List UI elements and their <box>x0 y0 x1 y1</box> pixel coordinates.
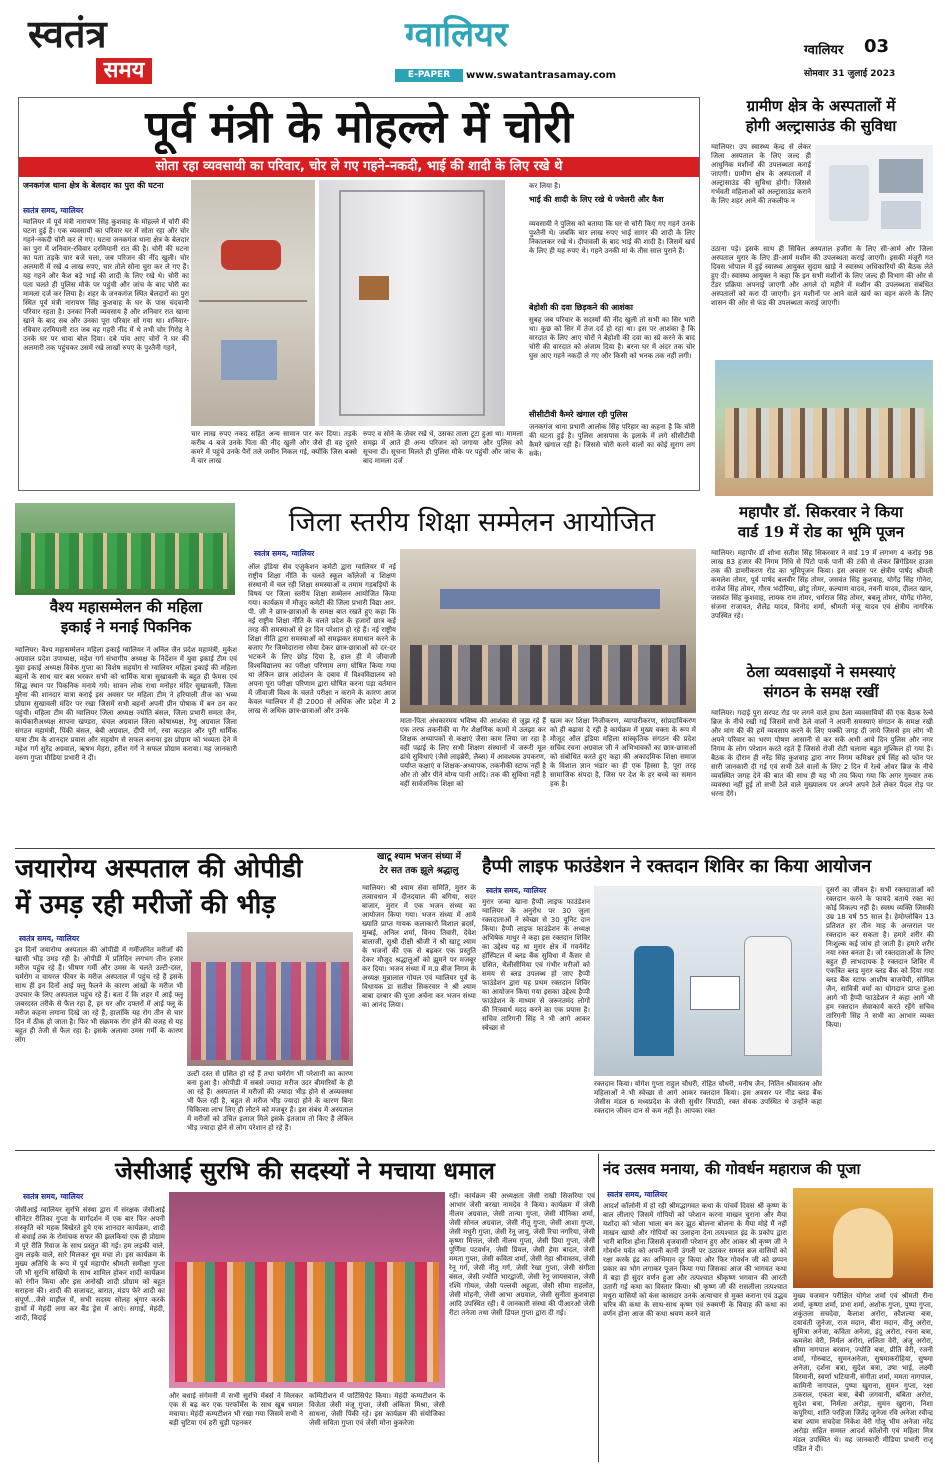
blood-col1: मुरार जन्वा खाना हैप्पी लाइफ फाउंडेशन ग्वालियर के अनुरोध पर 30 जुला रक्तदाताओं ने स्वेच्छा से 30 यूनिट दान किया। हैप्पी लाइफ फाउंडेशन के अध्यक्ष अभिषेक माथुर ने कहा इस रक्तदान शिविर का उद्देश्य यह था मुरार क्षेत्र में गवर्नमेंट हॉस्पिटल में ब्लड बैंक सुविधा में कैंसर से ग्रसित, थैलीसीमिया एवं गंभीर मरीजों को समय से ब्लड उपलब्ध हो जाए हैप्पी फाउंडेशन द्वारा यह प्रथम रक्तदान शिविर का आयोजन किया गया इसका उद्देश्य हैप्पी फाउंडेशन के माध्यम से जरूरतमंद लोगों की निःस्वार्थ मदद करने का एक प्रयास है। सचिव तारिगनी सिंह ने भी आगे आकर स्वेच्छा से <box>482 898 590 1032</box>
nand-col1: आदर्श कॉलोनी में हो रही श्रीमद्भागवत कथा के पांचवें दिवस श्री कृष्ण के बाल लीलाएं जिसमें गोपियों को परेशान करना माखन चुराना और मैया यशोदा को भोला भाला बन कर झूठ बोलना बोलना के मैया मोहे मैं नहीं माखन खायो और गोपियों का उलाहना देना तत्पश्चात इंद्र के प्रकोप द्वारा भारी बारिश होना जिससे वृजवासी परेशान हुए और आकर श्री कृष्ण जी ने गोवर्धन पर्वत को अपनी कानी उंगली पर उठाकर समस्त ब्रज वासियों को रक्षा करके इंद्र का अभिमान दूर किया और फिर गोवर्धन जी को छप्पन प्रकार का भोग लगाकर पूजन किया गया जिसका आज की भागवत कथा में बड़ा ही सुंदर वर्णन हुआ और तत्पश्चात श्रीकृष्ण भगवान की आरती उतारी गई कथा का विस्तार किया। श्री कृष्ण जी की रासलीला तत्पश्चात मथुरा वासियों को कंस कासदार उनके अत्याचार से मुक्त कराना एवं उद्धव चरित्र की कथा के साथ-साथ कृष्ण एवं रुक्मणी के विवाह की कथा का वर्णन होना आज की कथा श्रवण करने वाले <box>603 1202 787 1318</box>
website-link[interactable]: www.swatantrasamay.com <box>466 70 617 81</box>
lead-caption-right: रुपए व सोने के जेवर रखे थे, उसका ताला टूटा हुआ था। मामला समझ में आते ही अन्य परिजन को जगाया और पुलिस को सूचना दी। सूचना मिलते ही पुलिस मौके पर पहुंची और जांच के बाद मामला दर्ज <box>363 430 523 465</box>
bhajan-story <box>360 852 478 1146</box>
lead-col3-b: सुबह जब परिवार के सदस्यों की नींद खुली तो सभी का सिर भारी था। कुछ को सिर में तेज दर्द हो रहा था। इस पर आशंका है कि वारदात के लिए आए चोरों ने बेहोशी की दवा का स्प्रे करने के बाद चोरी की वारदात को अंजाम दिया है। बरना घर में अंदर तक चोर घुस आए गहने नकदी ले गए और किसी को भनक तक नहीं लगी। <box>529 316 695 360</box>
opd-headline-1: जयारोग्य अस्पताल की ओपीडी <box>15 854 303 884</box>
blood-col3: दूसरों का जीवन है। सभी रक्तदाताओं को रक्तदान करने के फायदे बताये रक्त का कोई विकल्प नहीं है। स्वस्थ व्यक्ति जिसकी उम्र 18 वर्ष 55 साल है। हेमोग्लोबिन 13 प्रतिशत हर तीन माह के अन्तराल पर रक्तदान कर सकता है। हमारे शरीर की निःशुल्क कई जांच हो जाती है। हमारे शरीर नया रक्त बनता है। जो रक्तदाताओं के लिए बहुत ही लाभदायक है रक्तदान शिविर में एकत्रित ब्लड मुरार ब्लड बैंक को दिया गया ब्लड बैंक स्टाफ आशीष बाजपेयी, सोमिल जैन, सावित्री वर्मा का योगदान प्राप्त हुआ आगे भी हैप्पी फाउंडेशन ने कहा आगे भी हम रक्तदान सेवाकार्य करते रहेंगे सचिव तारिगनी सिंह ने सभी का आभार व्यक्त किया। <box>826 886 934 1029</box>
lead-photo-cupboard <box>191 180 315 426</box>
nand-byline: स्वतंत्र समय, ग्वालियर <box>607 1190 668 1199</box>
thela-story <box>707 663 935 843</box>
lead-sub1: भाई की शादी के लिए रखे थे ज्वेलरी और कैश <box>529 195 664 204</box>
bhajan-headline-2: टेर सत तक झूले श्रद्धालु <box>379 866 459 876</box>
jci-col1: जेसीआई ग्वालियर सुरभि संस्था द्वारा में संरक्षक जेसीआई सीनेटर रीतिका गुप्ता के मार्गदर्शन में एक बार फिर अपनी संस्कृति को महक बिखेरते हुये एक शानदार कार्यक्रम, शादी से बधाई तक के रोमांचक सफर की झलकियां एक ही प्रोग्राम में पूरे रीति रिवाज के साथ प्रस्तुत की गई। हम लड़की वाले, तुम लड़के वाले, सारे मिलकर धूम मचा ले। इस कार्यक्रम के मुख्य अतिथि के रूप में पूर्व महापौर श्रीमती समीक्षा गुप्ता जी भी सुरभि सखियों के साथ शामिल होकर शादी कार्यक्रम को रंगीन किया और इस अनोखी शादी प्रोग्राम को बहुत सराहना की। शादी की सजावट, बारात, मंडप फेरे शादी का संपूर्ण...जैसे माहौल में, सभी सदस्य सोलह श्रृंगार करके हाथों में मेहंदी लगा कर बैंड ड्रेस में आएं। सगाई, मेहंदी, शादी, विदाई <box>15 1206 165 1322</box>
vaishya-photo-group <box>15 503 235 595</box>
hospital-story <box>707 97 935 347</box>
vaishya-headline-1: वैश्य महासम्मेलन की महिला <box>49 598 203 616</box>
opd-col2: उल्टी दस्त से ग्रसित हो रहे हैं तथा चर्मरोग भी परेशानी का कारण बना हुआ है। ओपीडी में सबसे ज्यादा मरीज उदर बीमारियों के ही आ रहे हैं। अस्पताल में मरीजों की ज्यादा भीड़ होने से अव्यवस्था भी फैल रही है, बहुत से मरीज भीड़ ज्यादा होने के कारण बिना चिकित्सा लाभ लिए ही लौटने को मजबूर हैं। इस संबंध में अस्पताल में मरीजों को उचित इलाज मिले इसके इंतजाम तो किए हैं लेकिन भीड़ ज्यादा होने से लोग परेशान हो रहे हैं। <box>187 1070 353 1132</box>
nand-story <box>603 1154 935 1462</box>
lead-sub2: बेहोशी की दवा छिड़कने की आशंका <box>529 303 633 312</box>
ward-text: ग्वालियर। महापौर डॉ शोभा सतीश सिंह सिकरवार ने वार्ड 19 में लगभग 4 करोड़ 98 लाख 83 हजार की निगम निधि से पिंटो पार्क पानी की टंकी से लेकर ब्रिगेडियर हाउस तक की डामरीकरण रोड का भूमिपूजन किया। इस अवसर पर क्षेत्रीय पार्षद श्रीमती कमलेश तोमर, पूर्व पार्षद बलवीर सिंह तोमर, जसवंत सिंह कुशवाह, योगेंद्र सिंह गोनेरा, राजेश सिंह तोमर, गौरव भदौरिया, छोटू तोमर, कल्याण यादव, नवनी यादव, दीलत खान, जसवंत सिंह कुशवाह, लायक राम तोमर, धर्मराज सिंह तोमर, बबलू तोमर, योगेंद्र गोनेरा, संजना राजावत, शैलेंद्र यादव, विनोद शर्मा, श्रीमती मंजू यादव एवं क्षेत्रीय नागरिक उपस्थित रहे। <box>711 549 933 620</box>
jci-caption-a: और बधाई संगेमनी में सभी सुरभि मेंबर्स ने मिलकर एक से बढ़ कर एक परफॉर्मेंस के साथ खूब धमाल मचाया। मेहंदी कम्पटीशन भी रखा गया जिसमें सभी ने बड़ी चुटिया एवं हरी चुड़ी पहनकर <box>169 1392 303 1427</box>
opd-story <box>15 852 355 1146</box>
divider <box>15 848 935 849</box>
blood-headline: हैप्पी लाइफ फाउंडेशन ने रक्तदान शिविर का किया आयोजन <box>482 856 872 877</box>
lead-col3-c: जनकगंज थाना प्रभारी आलोक सिंह परिहार का कहना है कि चोरी की घटना हुई है। पुलिस आसपास के इलाके में लगे सीसीटीवी कैमरे खंगाल रही है। जिससे चोरी करने वालों का कोई सुराग लग सके। <box>529 423 695 458</box>
opd-col1: इन दिनों जयारोग्य अस्पताल की ओपीडी में गर्मीजनित मरीजों की खासी भीड़ उमड़ रही है। ओपीडी में प्रतिदिन लगभग तीन हजार मरीज पहुंच रहे हैं। भीषण गर्मी और उमस के चलते उल्टी-दस्त, चर्मरोग व वायरल फीवर के मरीज अस्पताल में पहुंच रहे हैं इसके साथ ही इन दिनों आई फ्लू फैलने के कारण आंखों के मरीज भी उपचार के लिए अस्पताल पहुंच रहे हैं। बता दें कि शहर में आई फ्लू जबरदस्त तरीके से फैल रहा है, हर घर और दफ्तरों में आई फ्लू के मरीज कहना लगाना दिखे जा रहे हैं, हालांकि यह रोग तीन से चार दिन में ठीक हो जाता है। फिर भी संक्रमक रोग होने की वजह से यह बहुत ही तेजी से फैल रहा है। इसके अलावा उमस गर्मी के कारण लोग <box>15 946 183 1044</box>
hospital-photo-machine <box>815 145 933 241</box>
edition-date: सोमवार 31 जुलाई 2023 <box>804 69 896 79</box>
page-number: 03 <box>864 36 890 57</box>
lead-headline: पूर्व मंत्री के मोहल्ले में चोरी <box>145 102 573 153</box>
ward-headline-2: वार्ड 19 में रोड का भूमि पूजन <box>737 523 905 541</box>
lead-caption-left: चार लाख रुपए नकद सहित अन्य सामान पार कर दिया। तड़के करीब 4 बजे उनके पिता की नींद खुली और जैसे ही वह दूसरे कमरे में पहुंचे उनके पैरों तले जमीन निकल गई, क्योंकि जिस बक्से में चार लाख <box>191 430 357 465</box>
lead-story <box>18 97 700 491</box>
lead-col3-a: व्यवसायी ने पुलिस को बताया कि घर से चोरी किए गए गहने उनके पुश्तैनी थे। जबकि चार लाख रुपए भाई सागर की शादी के लिए निकालकर रखे थे। दीपावली के बाद भाई की शादी है। जिसमें खर्च के लिए ही यह रुपए थे। गहने उनकी मां के तीस साल पुराने हैं। <box>529 220 695 255</box>
bhajan-headline-1: खाटू श्याम भजन संध्या में <box>377 852 461 862</box>
jci-headline: जेसीआई सुरभि की सदस्यों ने मचाया धमाल <box>115 1156 495 1185</box>
lead-kicker: जनकगंज थाना क्षेत्र के बेलदार का पुरा की घटना <box>23 181 164 190</box>
blood-byline: स्वतंत्र समय, ग्वालियर <box>486 886 547 895</box>
blood-caption: रक्तदान किया। योगेश गुप्ता राहुल चौधरी, रोहित चौधरी, मनीष जैन, नितिन श्रीवास्तव और महिलाओं ने भी स्वेच्छा से आगे आकर रक्तदान किया। इस अवसर पर नीड ब्लड बैंक जेसीस मंडल 6 मध्यप्रदेश के जेसी सुधीर त्रिपाठी, रक्त सेवक उपस्थित थे उन्होंने कहा रक्तदान जीवन दान से कम नहीं है। आपका रक्त <box>594 1080 822 1115</box>
hospital-text-a: ग्वालियर। उप स्वास्थ्य केन्द्र से लेकर जिला अस्पताल के लिए जल्द ही आधुनिक मशीनों की उपलब्धता कराई जाएगी। ग्रामीण क्षेत्र के अस्पतालों में अल्ट्रासाउंड की सुविधा होगी। जिससे गर्भवती महिलाओं को अल्ट्रासाउंड कराने के लिए शहर आने की तकलीफ न <box>711 143 811 205</box>
vaishya-story <box>15 598 237 844</box>
education-photo-conference <box>400 549 696 713</box>
blood-story <box>482 852 935 1146</box>
jci-col3: रहीं। कार्यक्रम की अध्यक्षता जेसी राखी सिजरिया एवं आभार जेसी बरखा नामदेव ने किया। कार्यक्रम में जेसी नीलम अग्रवाल, जेसी तान्या गुप्ता, जेसी मीनिका शर्मा, जेसी सोनल अग्रवाल, जेसी नीतू गुप्ता, जेसी आशा गुप्ता, जेसी मधुरी गुप्ता, जेसी रेनू जायु, जेसी रिचा नगरिया, जेसी कृष्णा मित्तल, जेसी नीलम गुप्ता, जेसी प्रिया गुप्ता, जेसी पूर्णिमा पटवर्धन, जेसी प्रियल, जेसी हेमा बादल, जेसी ममता गुप्ता, जेसी कविता शर्मा, जेसी नेहा श्रीवास्तव, जेसी रेनू गर्ग, जेसी नीतू गर्ग, जेसी रेखा गुप्ता, जेसी संगीता बंसल, जेसी ज्योति भारद्वाजी, जेसी रेनू जायसवाल, जेसी रश्मि गोयल, जेसी पल्लवी अहूजा, जेसी सीमा राहलोत, जेसी मोहनी, जेसी आभा अग्रवाल, जेसी सुनीता कुशवाहा आदि उपस्थित रही। ये जानकारी संस्था की पीआरओ जेसी रीटा तनेजा तथा जेसी डिंपल गुप्ता द्वारा दी गई। <box>449 1192 595 1317</box>
divider <box>598 1154 599 1462</box>
vaishya-text: ग्वालियर। वैश्य महासम्मेलन महिला इकाई ग्वालियर ने अनिल जैन प्रदेश महामंत्री, मुकेश अग्रवाल प्रदेश उपाध्यक्ष, महेश गर्ग संभागीय अध्यक्ष के निर्देशन में युवा इकाई टीम एवं युवा इकाई अध्यक्ष विवेक गुप्ता का विशेष सहयोग से ग्वालियर महिला इकाई की महिला बहनों के साथ चार बस भरकर सभी को धार्मिक यात्रा सुखावली के बहुत ही फेमस एवं सिद्ध स्थान पर पिकनिक मनाये गये। सावन लोक राधा मनोहर मंदिर सुखावली, जिला मुरैना की शानदार यात्रा कराई इस अवसर पर महिला टीम ने हरियाली तीज का भव्य प्रोग्राम सुखावली मंदिर पर रखा जिसमें सभी बहनों अपनी प्रीन पोषाक में बन ठन कर पहुंची। महिला टीम की ग्वालियर जिला अध्यक्ष ज्योति बंसल, जिला प्रभारी समता जैन, कार्यकारीअध्यक्ष सापना खण्डरा, चंचल अग्रवाल जिला कोषाध्यक्ष, रेणु अग्रवाल जिला संगठन महामंत्री, पिंकी बंसल, बेबी अग्रवाल, दीपी गर्ग, रचा कटहल और पूरी धार्मिक यात्रा टीम के शानदार प्रयास और सहयोग से सफल बनाया इस प्रोग्राम को भव्यता देने में महेश गर्ग सुरेंद्र अग्रवाल, ऋषभ मेहरा, हरीश गर्ग ने सफल प्रोग्राम कराया। यह जानकारी वरुण गुप्ता मीडिया प्रभारी ने दी। <box>15 646 237 762</box>
nand-photo-katha <box>793 1188 933 1288</box>
ward-headline-1: महापौर डॉ. सिकरवार ने किया <box>739 503 903 521</box>
hospital-text-b: उठाना पड़े। इसके साथ ही सिविल अस्पताल हजीरा के लिए सी-आर्म और जिला अस्पताल मुरार के लिए डी-आर्म मशीन की उपलब्धता कराई जाएगी। इसकी मंजूरी गत दिवस भोपाल में हुई स्वास्थ्य आयुक्त सुदाम खाड़े ने स्वास्थ्य अधिकारियों की बैठक लेते हुए दी। स्वास्थ्य आयुक्त ने कहा कि इन सभी मशीनों के लिए जल्द ही विभाग की ओर से टेंडर प्रक्रिया अपनाई जाएगी और अगले दो महीने में मशीन की उपलब्धता संबंधित अस्पतालों को करा दी जाएगी। इन मशीनों पर आने वाले खर्च का वहन करने के लिए शासन की ओर से फंड की उपलब्धता कराई जाएगी। <box>711 245 933 307</box>
ward-photo-crowd <box>715 360 933 496</box>
vaishya-headline-2: इकाई ने मनाई पिकनिक <box>60 618 192 636</box>
jci-byline: स्वतंत्र समय, ग्वालियर <box>23 1192 84 1201</box>
jci-photo-group <box>169 1192 445 1388</box>
jci-caption-b: कम्पिटीशन में पार्टिसिपेट किया। मेहंदी कम्पटीशन के विजेता जेसी मंजू गुप्ता, जेसी अंकिता मिश्रा, जेसी साधना, जेसी पिंकी रहे। इस कार्यक्रम की संयोजिका जेसी सविता गुप्ता एवं जेसी मोना कुकरेजा <box>309 1392 445 1427</box>
education-col2: माता-पिता अंधकारमय भविष्य की आशंका से जूझ रहे हैं एक तरफ तकनीकी या गैर शैक्षणिक कामों में उलझा कर शिक्षक अध्यापकों से कक्षाएं जैसा काम लिया जा रहा है वहीं पढ़ाई के लिए सभी शिक्षण संस्थानों में जरूरी मूल ढांचे सुविधाएं (जैसे लाइब्रेरी, लैब्स) में आवश्यक उपकरण, पर्याप्त कक्षाएं व शिक्षक-अध्यापक, तकनीकी स्टाफ नहीं है और तो और पीने योग्य पानी आदि। तक की सुविधा नहीं है वहीं सार्वजनिक शिक्षा को <box>400 717 546 788</box>
masthead <box>0 0 945 90</box>
lead-byline: स्वतंत्र समय, ग्वालियर <box>23 206 84 215</box>
education-col3: खत्म कर शिक्षा निजीकरण, व्यापारीकरण, सांप्रदायिकरण को ही बढ़ावा दे रही है कार्यक्रम में मुख्य वक्ता के रूप में मौजूद ऑल इंडिया महिला सांस्कृतिक संगठन की प्रदेश सचिव रचना अग्रवाल जी ने अभिभावकों का छात्र-छात्राओं को संबोधित करते हुए कहा की अकादमिक शिक्षा समाज के विशाल ज्ञान भंडार का ही एक हिस्सा है, पूरा तरह सामाजिक संपदा है, जिस पर देश के हर बच्चे का समान हक है। <box>550 717 696 788</box>
nand-col2: मुख्य यजमान परीक्षित योगेश शर्मा एवं श्रीमती रीना शर्मा, कृष्णा शर्मा, प्रभा शर्मा, अशोक गुप्ता, पुष्पा गुप्ता, शकुंतला सचदेवा, कैलाश अरोरा, कौशल्या बत्रा, दयावंती जुनेजा, राज मदान, बीरा मदान, वीनू अरोरा, सुमित्रा अनेजा, कविता अनेजा, इंदु अरोरा, रचना बत्रा, कमलेश वेरी, निर्मल अरोरा, ललिता वेरी, अंजू अरोरा, सीमा नागपाल बरवान, ज्योति बत्रा, प्रीति वेरी, रजनी शर्मा, गोरुबाट, सुमनअनेजा, सुषमाकरोहिया, सुषमा अनेजा, दर्शना बत्रा, सुदेश बत्रा, उषा भाई, लक्ष्मी विरमानी, स्वर्णा भटियानी, संगीता शर्मा, ममता नागपाल, कामिनी नागपाल, पुष्पा खुराना, सुमन गुप्ता, रक्षा ठकराल, एकता बत्रा, बेबी जगवानी, बबिता अरोरा, सुदेश बत्रा, निर्मला अरोड़ा, सुमन खुराना, निशा कपूरिया, शांति परहिजा जितेंद्र जुनेजा रवि अनेजा रवीन्द्र बत्रा श्याम सचदेवा निकेश वेरी गोलू भीम अनेजा नरेंद्र अरोड़ा सहित समस्त आदर्श कॉलोनी एवं महिला मित्र मंडल उपस्थित थे। यह जानकारी मीडिया प्रभारी राजू पंडित ने दी। <box>793 1292 933 1453</box>
ward-story <box>707 503 935 663</box>
education-byline: स्वतंत्र समय, ग्वालियर <box>254 549 315 558</box>
nand-headline: नंद उत्सव मनाया, की गोवर्धन महाराज की पूजा <box>603 1160 861 1178</box>
thela-text: ग्वालियर। गदाई पुरा सरपट रोड पर लगने वाले हाथ ठेला व्यवसायियों की एक बैठक रेल्वे ब्रिज के नीचे रखी गई जिसमें सभी ठेले वालों ने अपनी समस्याएं संगठन के समक्ष रखी और मांग की की हमें व्यवसाय करने के लिए पक्की जगह दी जाये जिससे हम लोग भी अपने परिवार का भरण पोषण आसानी से कर सकें अभी आये दिन पुलिस और नगर निगम के लोग परेशान करते रहते हैं जिससे रोजी रोटी चलाना बहुत मुश्किल हो गया है। बैठक के दौरान ही नरेंद्र सिंह कुशवाह द्वारा नगर निगम कमिश्नर हर्ष सिंह को फोन पर सारी जानकारी दी गई एवं सभी ठेले वालों के लिए 2 दिन में रेल्वे ओवर ब्रिज के नीचे व्यवस्थित जगह देने की बात की साथ ही यह भी तय किया गया कि अगर गुरुवार तक व्यवस्था नहीं हुई तो सभी ठेले वाले मुख्यालय पर अपने अपने ठेले लेकर पैदल रोड़ पर धरना देंगे। <box>711 709 933 798</box>
education-headline: जिला स्तरीय शिक्षा सम्मेलन आयोजित <box>288 507 656 538</box>
education-col1: ऑल इंडिया सेव एजुकेशन कमेटी द्वारा ग्वालियर में नई राष्ट्रीय शिक्षा नीति के चलते स्कूल कॉलेजों व शिक्षण संस्थानों में चल रही शिक्षा समस्याओं व तमाम गड़बड़ियों के विषय पर जिला स्तरीय शिक्षा सम्मेलन आयोजित किया गया। कार्यक्रम में मौजूद कमेटी की जिला प्रभारी विद्या आर. पी. जी ने छात्र-छात्राओं के समक्ष बात रखते हुए कहा कि नई राष्ट्रीय शिक्षा नीति के चलते प्रदेश के हजारों छात्र कई तरह की समस्याओं से हर दिन परेशान हो रहे हैं। नई राष्ट्रीय शिक्षा नीति द्वारा समस्याओं को समझकर समाधान करने के बजाए गैर जिम्मेदाराना रवैया देकर छात्र-छात्राओं को दर-दर भटकने के लिए छोड़ दिया है, हाल ही में जीवाजी विश्वविद्यालय का परीक्षा परिणाम लगा घोषित किया गया था लेकिन छात्र आंदोलन के दबाव में विश्वविद्यालय को अपना पूरा परीक्षा परिणाम द्वारा घोषित करना पड़ा वर्तमान में जीवाजी विश्व के चलते परीक्षा न कराने के कारण आज केवल ग्वालियर में ही 2000 से अधिक और प्रदेश में 2 लाख से अधिक छात्र-छात्राओं और उनके <box>248 563 396 715</box>
blood-photo-donation <box>594 886 822 1076</box>
thela-headline-2: संगठन के समक्ष रखीं <box>763 683 879 701</box>
opd-headline-2: में उमड़ रही मरीजों की भीड़ <box>15 890 276 920</box>
lead-col1: ग्वालियर में पूर्व मंत्री नारायण सिंह कुशवाह के मोहल्ले में चोरी की घटना हुई है। एक व्यवसायी का परिवार घर में सोता रहा और चोर गहने-नकदी चोरी कर ले गए। घटना जनकगंज थाना क्षेत्र के बेलदार का पुरा में शनिवार-रविवार दरमियानी रात की है। चोरी की घटना का पता तड़के चार बजे चला, जब परिजन की नींद खुली। चोर अलमारी में रखे 4 लाख रुपए, चार तोले सोना चुरा कर ले गए हैं। यह गहने और कैश बड़े भाई की शादी के लिए रखे थे। चोरी का पता चलते ही पुलिस मौके पर पहुंची और जांच के बाद चोरी का मामला दर्ज कर लिया है। शहर के जनकगंज स्थित बेलदारों का पुरा स्थित पूर्व मंत्री नारायण सिंह कुशवाह के घर के पास चंदवानी परिवार रहता है। उनका निजी व्यवसाय है और शनिवार रात खाना खाने के बाद सब और उनका पूरा परिवार सो गया था। शनिवार-रविवार दरमियानी रात जब वह गहरी नींद में थे तभी चोर गिरोह ने उनके घर पर धावा बोल दिया। दबे पांव आए चोरों ने घर की अलमारी तक पहुंचकर उसमें रखे लाखों रुपए के पुश्तैनी गहने, <box>23 218 189 352</box>
divider <box>15 1150 935 1151</box>
lead-sub3: सीसीटीवी कैमरे खंगाल रही पुलिस <box>529 410 628 419</box>
education-story <box>244 503 700 845</box>
bhajan-text: ग्वालियर। श्री श्याम सेवा समिति, मुरार के तत्वावधान में दीनदयाल की बगिया, सदर बाजार, मुरार में एक भजन संध्या का आयोजन किया गया। भजन संध्या में आये ख्याति प्राप्त गायक कलाकारों विशाल ब्रदर्स, मुम्बई, अनिल शर्मा, विनय तिवारी, देवेश बालाजी, सुश्री दीक्षी श्रीजी ने श्री खाटू श्याम के भजनों की एक से बढ़कर एक प्रस्तुति देकर मौजूद श्रद्धालुओं को झूमने पर मजबूर कर दिया। भजन संध्या में म.प्र बीज निगम के अध्यक्ष मुन्नालाल गोयल एवं ग्वालियर पूर्व के विधायक डा सतीश सिकरवार ने श्री श्याम बाबा दरबार की पूजा अर्चना कर भजन संध्या का आनंद लिया। <box>362 884 476 1009</box>
lead-subhead: सोता रहा व्यवसायी का परिवार, चोर ले गए गहने-नकदी, भाई की शादी के लिए रखे थे <box>19 157 699 177</box>
edition-city: ग्वालियर <box>804 43 844 58</box>
hospital-headline-1: ग्रामीण क्षेत्र के अस्पतालों में <box>746 97 896 115</box>
opd-byline: स्वतंत्र समय, ग्वालियर <box>19 934 80 943</box>
lead-col3-top: कर लिया है। <box>529 182 561 190</box>
jci-story <box>15 1154 595 1462</box>
hospital-headline-2: होगी अल्ट्रासाउंड की सुविधा <box>745 117 897 135</box>
opd-photo-crowd <box>187 932 353 1066</box>
masthead-city: ग्वालियर <box>405 15 508 55</box>
lead-photo-almirah <box>319 180 505 426</box>
thela-headline-1: ठेला व्यवसाइयों ने समस्याएं <box>746 663 896 681</box>
masthead-logo-bottom: समय <box>96 58 152 84</box>
masthead-logo-top: स्वतंत्र <box>28 11 107 56</box>
epaper-label: E-PAPER <box>395 69 463 82</box>
